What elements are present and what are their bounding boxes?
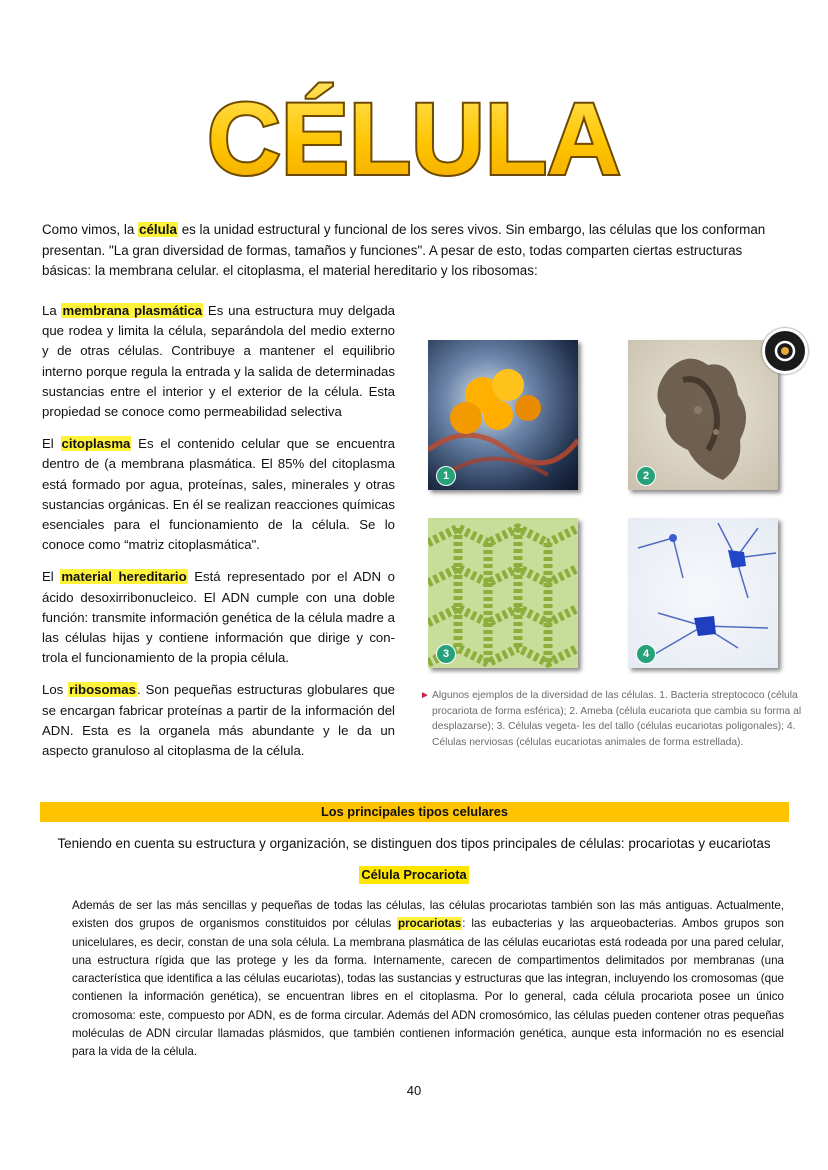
paragraph-ribosomas: Los ribosomas. Son pequeñas estructuras globulares que se encargan fabricar proteínas a partir de la información del ADN. Esta es la organela más abundante y le da un aspecto granuloso al citoplasma de la célula. xyxy=(42,682,395,759)
procariota-paragraph: Además de ser las más sencillas y pequeñas de todas las células, las células procariotas también son las más antiguas. Actualmente, existen dos grupos de organismos constituidos por células procariotas: las eubacterias y las arqueobacterias. Ambos grupos son unicelulares, es decir, constan de una sola célula. La membrana plasmática de las células eucariotas está rodeada por una pared celular, una estructura rígida que las protege y les da forma. Internamente, carecen de compartimentos delimitados por membranas (una característica que identifica a las células eucariotas), todas las sustancias y estructuras que las integran, incluyendo los cromosomas (que contienen la información genética), se encuentran libres en el citoplasma. Por lo general, cada célula procariota posee un único cromosoma: este, compuesto por ADN, es de forma circular. Además del ADN cromosómico, las células pueden contener otras pequeñas moléculas de ADN circular llamadas plásmidos, que también contienen información genética, aunque esta información no es esencial para la vida de la célula. xyxy=(72,899,784,1059)
subtitle-wrapper xyxy=(0,866,828,884)
intro-paragraph: Como vimos, la célula es la unidad estructural y funcional de los seres vivos. Sin embargo, las células que los conforman presentan. "La gran diversidad de formas, tamaños y funciones". A pesar de esto, todas comparten ciertas estructuras básicas: la membrana celular. el citoplasma, el material hereditario y los ribosomas: xyxy=(42,222,766,278)
types-intro: Teniendo en cuenta su estructura y organización, se distinguen dos tipos principales de células: procariotas y eucariotas xyxy=(57,836,771,851)
highlight-material: material hereditario xyxy=(61,569,187,585)
page-number: 40 xyxy=(406,1083,422,1098)
figure-label-4: 4 xyxy=(636,644,656,664)
figure-label-1: 1 xyxy=(436,466,456,486)
photo-plant-cells xyxy=(428,518,578,668)
section-bar: Los principales tipos celulares xyxy=(40,802,789,822)
refresh-icon[interactable] xyxy=(762,328,808,374)
components-column xyxy=(42,301,395,773)
photo-neurons xyxy=(628,518,778,668)
highlight-membrana: membrana plasmática xyxy=(62,303,203,318)
title-text: CÉLULA xyxy=(207,82,621,192)
highlight-citoplasma: citoplasma xyxy=(61,436,131,452)
figure-label-2: 2 xyxy=(636,466,656,486)
figure-caption: ► Algunos ejemplos de la diversidad de las células. 1. Bacteria streptococo (célula procariota de forma esférica); 2. Ameba (célula eucariota que cambia su forma al desplazarse); 3. Células vegeta- les del tallo (células eucariotas poligonales); 4. Células nerviosas (células eucariotas animales de forma estrellada). xyxy=(420,690,802,748)
page-title xyxy=(0,62,828,197)
caption-arrow-icon: ► xyxy=(420,690,430,701)
paragraph-citoplasma: El citoplasma Es el contenido celular que se encuentra dentro de (a membrana plasmática. El 85% del citoplasma está formado por agua, proteínas, sales, minerales y otras sustancias orgánicas. En él se realizan reacciones químicas esenciales para el funcionamiento de la célula. Se lo conoce como “matriz citoplasmática". xyxy=(42,436,396,553)
figure-label-3: 3 xyxy=(436,644,456,664)
paragraph-material: El material hereditario Está representado por el ADN o ácido desoxirribonucleico. El ADN cumple con una doble función: transmite información genética de la célula madre a las células hijas y contiene información que dirige y con- trola el funcionamiento de la propia célula. xyxy=(42,569,395,666)
refresh-glyph xyxy=(765,331,805,371)
title-wordart xyxy=(204,62,624,192)
paragraph-membrana: La membrana plasmática Es una estructura muy delgada que rodea y limita la célula, separándola del medio externo y de otras células. Contribuye a mantener el equilibrio interno porque regula la entrada y la salida de determinadas sustancias entre el interior y el exterior de la célula. Esta propiedad se conoce como permeabilidad selectiva xyxy=(42,303,395,420)
photo-bacteria xyxy=(428,340,578,490)
highlight-ribosomas: ribosomas xyxy=(69,682,136,698)
highlight-celula: célula xyxy=(139,222,177,237)
subtitle-procariota: Célula Procariota xyxy=(361,867,467,882)
photo-ameba xyxy=(628,340,778,490)
highlight-procariotas: procariotas xyxy=(398,917,462,931)
